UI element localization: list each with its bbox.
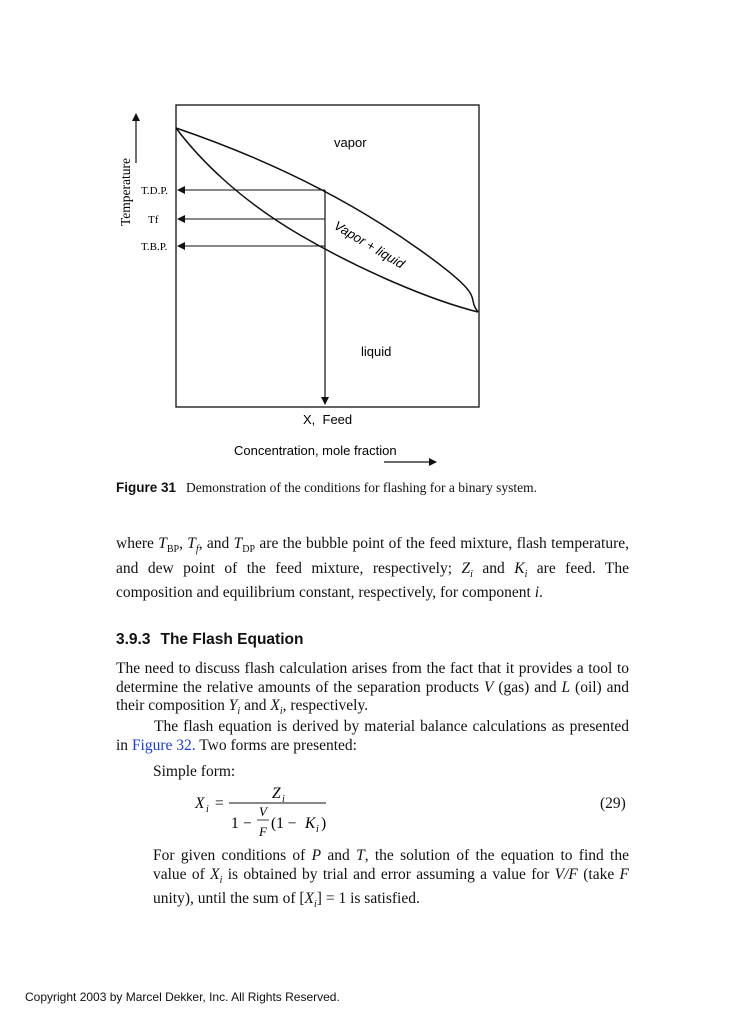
- marker-label-tbp: T.B.P.: [141, 241, 168, 253]
- plot-frame: [176, 105, 479, 407]
- dew-point-curve: [176, 128, 478, 312]
- paragraph-definitions: where $T_{BP}$, $T_f$, and $T_{DP}$ are the bubble point of the feed mixture, flash temperature, and dew point of the feed mixture, respectively; $Z_i$ and $K_i$ are feed. The composition and equilibrium constant, respectively, for component i.: [116, 535, 629, 602]
- eq-lhs-sub: i: [206, 804, 209, 815]
- region-label-vapor: vapor: [334, 135, 367, 150]
- region-label-liquid: liquid: [361, 344, 392, 359]
- equation-number: (29): [600, 795, 626, 812]
- section-heading: [116, 631, 303, 649]
- eq-equals: =: [215, 795, 224, 812]
- x-axis-label: Concentration, mole fraction: [234, 443, 397, 458]
- flash-equation: [185, 780, 345, 846]
- figure-caption-label: Figure 31: [116, 480, 177, 495]
- y-axis-label: Temperature: [118, 157, 133, 226]
- copyright-footer: Copyright 2003 by Marcel Dekker, Inc. All Rights Reserved.: [25, 990, 340, 1004]
- eq-k: K: [305, 815, 316, 832]
- figure-caption: [116, 480, 636, 496]
- eq-den-minus: −: [243, 815, 252, 832]
- marker-label-tf: Tf: [148, 214, 159, 226]
- feed-label: X, Feed: [303, 412, 353, 427]
- eq-k-sub: i: [316, 824, 319, 835]
- eq-frac-f: F: [259, 824, 267, 839]
- eq-lhs-x: X: [195, 795, 205, 812]
- paragraph-solution: For given conditions of P and T, the solution of the equation to find the value of $X_i$ is obtained by trial and error assuming a value for V/F (take F unity), until the sum of $[X_i] = 1$ is satisfied.: [153, 847, 629, 911]
- region-label-two-phase: Vapor + liquid: [331, 217, 408, 272]
- simple-form-label: Simple form:: [153, 763, 236, 780]
- section-title: The Flash Equation: [160, 631, 304, 648]
- eq-num-sub: i: [282, 794, 285, 805]
- eq-paren: (1 −: [271, 815, 301, 832]
- eq-close: ): [321, 815, 327, 832]
- phase-diagram-figure: [0, 0, 735, 475]
- marker-label-tdp: T.D.P.: [141, 185, 168, 197]
- paragraph-derivation: The flash equation is derived by material balance calculations as presented in Figure 32. Two forms are presented:: [116, 718, 629, 754]
- figure-caption-text: Demonstration of the conditions for flashing for a binary system.: [186, 480, 537, 495]
- paragraph-intro: The need to discuss flash calculation arises from the fact that it provides a tool to determine the relative amounts of the separation products V (gas) and L (oil) and their composition $Y_i$ and $X_i$, respectively.: [116, 660, 629, 718]
- eq-num-z: Z: [272, 785, 281, 802]
- eq-den-one: 1: [231, 815, 239, 832]
- eq-frac-v: V: [259, 804, 267, 819]
- figure-32-link[interactable]: Figure 32.: [131, 736, 196, 754]
- section-number: 3.9.3: [116, 631, 151, 648]
- bubble-point-curve: [176, 128, 478, 312]
